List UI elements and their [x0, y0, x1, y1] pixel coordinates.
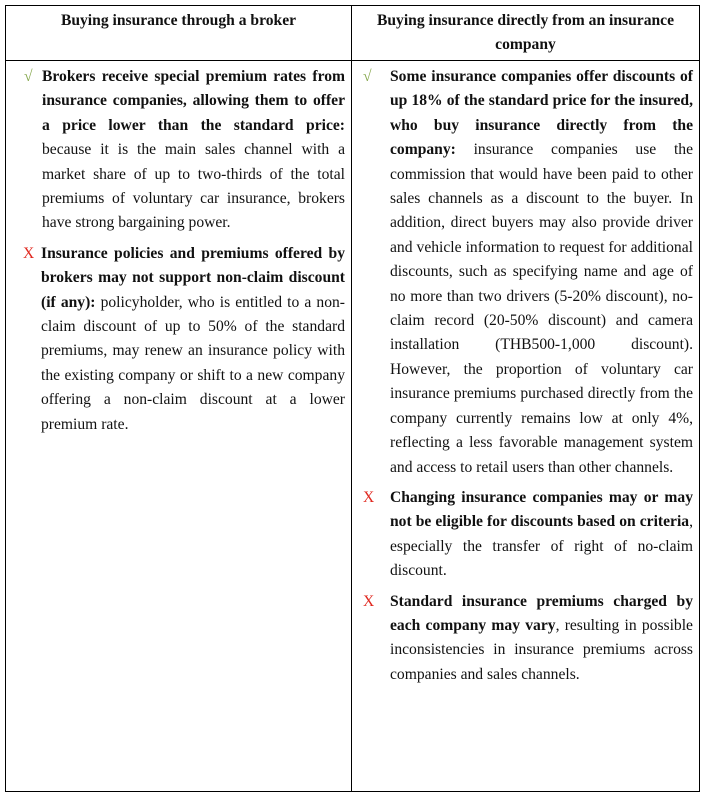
direct-item-2-text: [390, 486, 693, 584]
header-direct: Buying insurance directly from an insurance company: [352, 6, 700, 61]
broker-column: [6, 61, 352, 792]
comparison-table: [5, 5, 700, 792]
direct-item-2: [356, 486, 693, 584]
broker-item-2-text: [41, 242, 345, 437]
broker-item-1-body: because it is the main sales channel with a market share of up to two-thirds of the total premiums of voluntary car insurance, brokers have strong bargaining power.: [42, 141, 345, 232]
direct-item-3-body: , resulting in possible inconsistencies in insurance premiums across companies and sales channels.: [390, 616, 693, 683]
direct-item-1-text: [390, 65, 693, 480]
header-row: [6, 6, 700, 61]
header-broker: Buying insurance through a broker: [6, 6, 352, 61]
check-icon: √: [363, 68, 372, 85]
cross-icon: X: [363, 592, 375, 610]
direct-item-2-bold: Changing insurance companies may or may not be eligible for discounts based on criteria: [390, 488, 693, 531]
direct-item-3-text: [390, 590, 693, 688]
broker-item-2-bold: Insurance policies and premiums offered by brokers may not support non-claim discount (if any):: [41, 244, 345, 311]
direct-item-2-body: , especially the transfer of right of no-claim discount.: [390, 513, 693, 580]
broker-item-2: [10, 242, 345, 437]
direct-item-3-bold: Standard insurance premiums charged by each company may vary: [390, 592, 693, 634]
direct-item-1: [356, 65, 693, 480]
broker-item-2-body: policyholder, who is entitled to a non-claim discount of up to 50% of the standard premiums, may renew an insurance policy with the existing company or shift to a new company offering a non-claim discount at a lower premium rate.: [41, 293, 345, 433]
cross-icon: X: [363, 488, 375, 506]
direct-column: [352, 61, 700, 792]
content-row: [6, 61, 700, 792]
broker-item-1: [10, 65, 345, 236]
direct-item-3: [356, 590, 693, 688]
broker-item-1-text: [42, 65, 345, 236]
check-icon: √: [24, 68, 33, 85]
broker-item-1-bold: Brokers receive special premium rates from insurance companies, allowing them to offer a price lower than the standard price:: [42, 68, 345, 134]
direct-item-1-bold: Some insurance companies offer discounts of up 18% of the standard price for the insured, who buy insurance directly from the company:: [390, 68, 693, 159]
direct-item-1-body: insurance companies use the commission that would have been paid to other sales channels as a discount to the buyer. In addition, direct buyers may also provide driver and vehicle information to request for additional discounts, such as specifying name and age of no more than two drivers (5-20% discount), no-claim record (20-50% discount) and camera installation (THB500-1,000 discount). However, the proportion of voluntary car insurance premiums purchased directly from the company currently remains low at only 4%, reflecting a less favorable management system and access to retail users than other channels.: [390, 141, 693, 476]
cross-icon: X: [23, 244, 35, 262]
